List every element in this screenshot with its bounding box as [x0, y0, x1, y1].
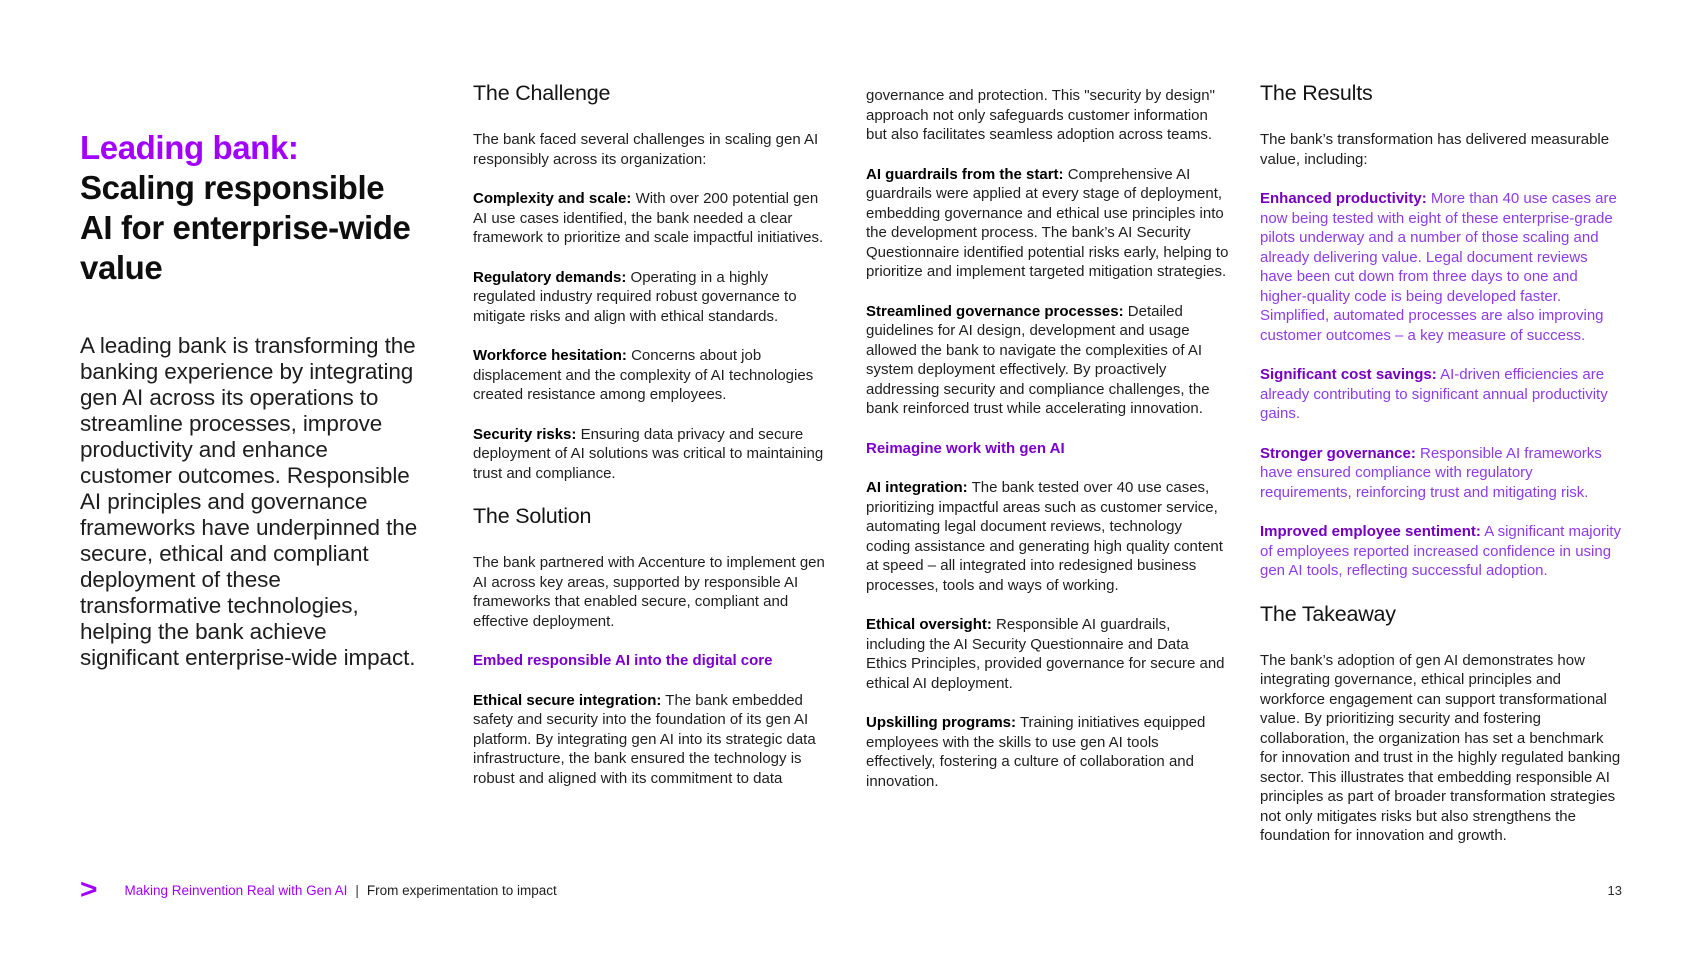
solution-item-text: Responsible AI guardrails, including the AI Security Questionnaire and Data Ethics Principles, provided governance for secure and ethical AI deployment.	[866, 616, 1225, 692]
solution-item-lead: Ethical oversight:	[866, 616, 992, 633]
solution-continuation: governance and protection. This "security by design" approach not only safeguards customer information but also facilitates seamless adoption across teams.	[866, 87, 1215, 143]
solution-item-lead: Ethical secure integration:	[473, 691, 662, 709]
challenge-item	[473, 189, 833, 248]
results-item	[1260, 189, 1622, 345]
section-heading-challenge: The Challenge	[473, 81, 611, 105]
challenge-item-text: Concerns about job displacement and the complexity of AI technologies created resistance among employees.	[473, 347, 814, 403]
page-title-highlight: Leading bank:	[80, 129, 299, 166]
results-item-lead: Enhanced productivity:	[1260, 190, 1427, 207]
column-challenge-solution	[473, 80, 833, 788]
challenge-item-lead: Complexity and scale:	[473, 190, 632, 207]
footer-doc-subtitle: From experimentation to impact	[366, 882, 557, 898]
challenge-item-lead: Workforce hesitation:	[473, 347, 627, 364]
solution-item-text: Detailed guidelines for AI design, development and usage allowed the bank to navigate the complexities of AI system deployment effectively. By proactively addressing security and compliance challenges, the bank reinforced trust while accelerating innovation.	[866, 302, 1210, 417]
results-item-text: A significant majority of employees reported increased confidence in using gen AI tools, reflecting successful adoption.	[1260, 523, 1621, 579]
challenge-item	[473, 425, 833, 484]
challenge-item-text: Operating in a highly regulated industry required robust governance to mitigate risks and align with ethical standards.	[473, 268, 797, 325]
solution-item	[866, 165, 1230, 282]
challenge-intro: The bank faced several challenges in scaling gen AI responsibly across its organization:	[473, 131, 819, 168]
solution-item	[473, 691, 833, 789]
column-title	[80, 128, 420, 671]
results-item-lead: Stronger governance:	[1260, 444, 1416, 462]
footer-separator: |	[355, 882, 359, 898]
section-heading-solution: The Solution	[473, 504, 592, 528]
column-solution-continued	[866, 86, 1230, 791]
results-item-text: AI-driven efficiencies are already contributing to significant annual productivity gains.	[1260, 366, 1608, 422]
intro-paragraph: A leading bank is transforming the banking experience by integrating gen AI across its operations to streamline processes, improve productivity and enhance customer outcomes. Responsible AI principles and governance frameworks have underpinned the secure, ethical and compliant deployment of these transformative technologies, helping the bank achieve significant enterprise-wide impact.	[80, 333, 418, 670]
solution-item	[866, 615, 1230, 693]
results-item-lead: Significant cost savings:	[1260, 366, 1437, 383]
results-intro: The bank’s transformation has delivered measurable value, including:	[1260, 131, 1610, 168]
results-item	[1260, 444, 1622, 503]
challenge-item-lead: Security risks:	[473, 425, 577, 443]
challenge-item-text: Ensuring data privacy and secure deployment of AI solutions was critical to maintaining trust and compliance.	[473, 425, 824, 482]
accenture-logo-icon: >	[80, 874, 97, 905]
results-item	[1260, 365, 1622, 424]
solution-item-lead: Upskilling programs:	[866, 714, 1017, 731]
solution-item	[866, 713, 1230, 791]
challenge-item-text: With over 200 potential gen AI use cases identified, the bank needed a clear framework to prioritize and scale impactful initiatives.	[473, 190, 824, 246]
results-item-lead: Improved employee sentiment:	[1260, 523, 1481, 540]
solution-item-text: The bank tested over 40 use cases, prioritizing impactful areas such as customer service, automating legal document reviews, technology coding assistance and generating high quality content at speed – all integrated into redesigned business processes, tools and ways of working.	[866, 479, 1223, 594]
solution-item	[866, 302, 1230, 419]
solution-intro: The bank partnered with Accenture to implement gen AI across key areas, supported by responsible AI frameworks that enabled secure, compliant and effective deployment.	[473, 554, 825, 630]
column-results-takeaway	[1260, 80, 1622, 846]
challenge-item-lead: Regulatory demands:	[473, 268, 627, 286]
solution-item-text: The bank embedded safety and security into the foundation of its gen AI platform. By integrating gen AI into its strategic data infrastructure, the bank ensured the technology is robust and aligned with its commitment to data	[473, 691, 816, 787]
results-item	[1260, 522, 1622, 581]
results-item-text: More than 40 use cases are now being tested with eight of these enterprise-grade pilots underway and a number of those scaling and already delivering value. Legal document reviews have been cut down from three days to one and higher-quality code is being developed faster. Simplified, automated processes are also improving customer outcomes – a key measure of success.	[1260, 190, 1617, 344]
page-number: 13	[1607, 882, 1622, 898]
solution-item-lead: AI guardrails from the start:	[866, 165, 1064, 183]
results-item-text: Responsible AI frameworks have ensured compliance with regulatory requirements, reinforcing trust and mitigating risk.	[1260, 444, 1602, 501]
footer-doc-title: Making Reinvention Real with Gen AI	[124, 882, 348, 898]
section-heading-takeaway: The Takeaway	[1260, 601, 1396, 626]
challenge-item	[473, 268, 833, 327]
solution-item-text: Training initiatives equipped employees with the skills to use gen AI tools effectively, fostering a culture of collaboration and innovation.	[866, 714, 1206, 790]
page-title	[80, 128, 420, 288]
solution-item-text: Comprehensive AI guardrails were applied at every stage of deployment, embedding governance and ethical use principles into the development process. The bank’s AI Security Questionnaire identified potential risks early, helping to prioritize and implement targeted mitigation strategies.	[866, 165, 1229, 280]
solution-subhead-digital-core: Embed responsible AI into the digital core	[473, 652, 773, 669]
solution-item-lead: Streamlined governance processes:	[866, 302, 1124, 320]
page-title-remainder: Scaling responsible AI for enterprise-wide value	[80, 169, 411, 286]
solution-item-lead: AI integration:	[866, 479, 968, 496]
challenge-item	[473, 346, 833, 405]
footer	[80, 870, 1622, 910]
takeaway-paragraph: The bank’s adoption of gen AI demonstrates how integrating governance, ethical principles and workforce engagement can support transformational value. By prioritizing security and fostering collaboration, the organization has set a benchmark for innovation and trust in the highly regulated banking sector. This illustrates that embedding responsible AI principles as part of broader transformation strategies not only mitigates risks but also strengthens the foundation for innovation and growth.	[1260, 651, 1621, 844]
section-heading-results: The Results	[1260, 81, 1373, 105]
solution-item	[866, 478, 1230, 595]
solution-subhead-reimagine-work: Reimagine work with gen AI	[866, 439, 1065, 457]
